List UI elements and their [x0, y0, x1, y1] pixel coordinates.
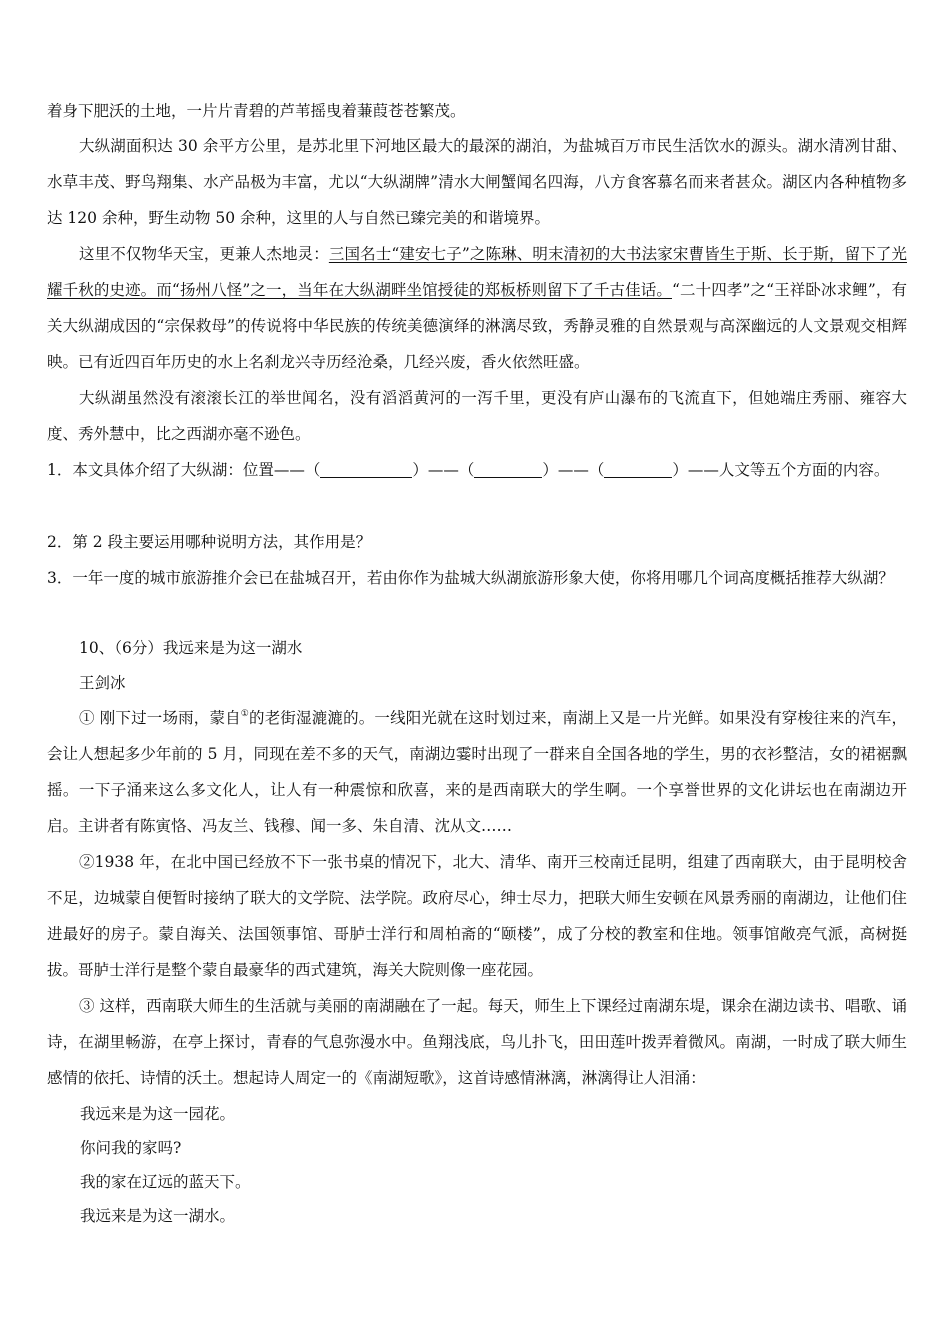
essay-paragraph-1 [47, 700, 907, 844]
poem-line-1: 我远来是为这一园花。 [80, 1105, 236, 1123]
paragraph-3-rest: “二十四孝”之“王祥卧冰求鲤”，有关大纵湖成因的“宗保救母”的传说将中华民族的传统美德演绎的淋漓尽致，秀静灵雅的自然景观与高深幽远的人文景观交相辉映。已有近四百年历史的水上名刹龙兴寺历经沧桑，几经兴废，香火依然旺盛。 [47, 281, 907, 371]
question-1 [47, 452, 907, 488]
answer-blank-2[interactable] [474, 459, 542, 478]
poem-line-4: 我远来是为这一湖水。 [80, 1207, 236, 1225]
passage-fragment: 着身下肥沃的土地，一片片青碧的芦苇摇曳着蒹葭苍苍繁茂。 [47, 102, 466, 120]
essay-paragraph-2: ②1938 年，在北中国已经放不下一张书桌的情况下，北大、清华、南开三校南迁昆明，组建了西南联大，由于昆明校舍不足，边城蒙自便暂时接纳了联大的文学院、法学院。政府尽心，绅士尽力，把联大师生安顿在风景秀丽的南湖边，让他们住进最好的房子。蒙自海关、法国领事馆、哥胪士洋行和周柏斋的“颐楼”，成了分校的教室和住地。领事馆敞亮气派，高树挺拔。哥胪士洋行是整个蒙自最豪华的西式建筑，海关大院则像一座花园。 [47, 853, 907, 979]
essay-paragraph-1-rest: 的老街湿漉漉的。一线阳光就在这时划过来，南湖上又是一片光鲜。如果没有穿梭往来的汽车，会让人想起多少年前的 5 月，同现在差不多的天气，南湖边霎时出现了一群来自全国各地的学生，男的衣衫整洁，女的裙裾飘摇。一下子涌来这么多文化人，让人有一种震惊和欣喜，来的是西南联大的学生啊。一个享誉世界的文化讲坛也在南湖边开启。主讲者有陈寅恪、冯友兰、钱穆、闻一多、朱自清、沈从文…… [47, 709, 907, 835]
passage-paragraph-3 [47, 236, 907, 380]
poem-line-3: 我的家在辽远的蓝天下。 [80, 1173, 251, 1191]
passage-paragraph-2: 大纵湖面积达 30 余平方公里，是苏北里下河地区最大的最深的湖泊，为盐城百万市民生活饮水的源头。湖水清冽甘甜、水草丰茂、野鸟翔集、水产品极为丰富，尤以“大纵湖牌”清水大闸蟹闻名四海，八方食客慕名而来者甚众。湖区内各种植物多达 120 余种，野生动物 50 余种，这里的人与自然已臻完美的和谐境界。 [47, 137, 907, 227]
question-2: 2．第 2 段主要运用哪种说明方法，其作用是？ [47, 533, 372, 551]
question-1-text-b: ）——（ [412, 461, 475, 479]
essay-paragraph-3: ③ 这样，西南联大师生的生活就与美丽的南湖融在了一起。每天，师生上下课经过南湖东堤，课余在湖边读书、唱歌、诵诗，在湖里畅游，在亭上探讨，青春的气息弥漫水中。鱼翔浅底，鸟儿扑飞，田田莲叶拨弄着微风。南湖，一时成了联大师生感情的依托、诗情的沃土。想起诗人周定一的《南湖短歌》，这首诗感情淋漓，淋漓得让人泪涌： [47, 997, 907, 1087]
author-name: 王剑冰 [79, 674, 126, 692]
footnote-marker[interactable]: ① [240, 709, 250, 719]
answer-blank-3[interactable] [604, 459, 672, 478]
passage-paragraph-4: 大纵湖虽然没有滚滚长江的举世闻名，没有滔滔黄河的一泻千里，更没有庐山瀑布的飞流直下，但她端庄秀丽、雍容大度、秀外慧中，比之西湖亦毫不逊色。 [47, 389, 907, 443]
underlined-sentence: 三国名士“建安七子”之陈琳、明末清初的大书法家宋曹皆生于斯、长于斯，留下了光耀千秋的史迹。而“扬州八怪”之一，当年在大纵湖畔坐馆授徒的郑板桥则留下了千古佳话。 [47, 245, 907, 299]
paragraph-3-intro: 这里不仅物华天宝，更兼人杰地灵： [79, 245, 329, 263]
question-1-text-d: ）——人文等五个方面的内容。 [672, 461, 890, 479]
question-1-text-a: 1．本文具体介绍了大纵湖：位置——（ [47, 461, 321, 479]
poem-line-2: 你问我的家吗? [80, 1139, 182, 1157]
section-10-heading: 10、（6分）我远来是为这一湖水 [79, 639, 303, 657]
question-1-text-c: ）——（ [542, 461, 605, 479]
essay-paragraph-1-start: ① 刚下过一场雨，蒙自 [79, 709, 241, 727]
answer-blank-1[interactable] [320, 459, 412, 478]
question-3: 3．一年一度的城市旅游推介会已在盐城召开，若由你作为盐城大纵湖旅游形象大使，你将用哪几个词高度概括推荐大纵湖？ [47, 569, 894, 587]
